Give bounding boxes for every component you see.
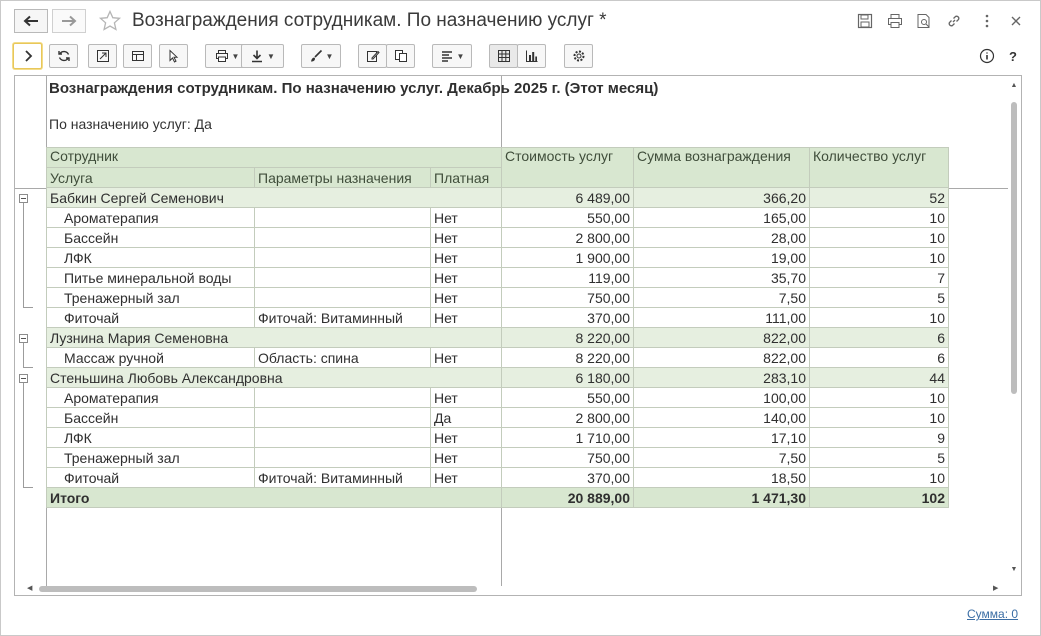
floppy-disk-icon[interactable] [857,13,873,29]
expand-window-icon [96,49,110,63]
service-qty: 5 [810,288,949,308]
service-cost: 550,00 [502,208,634,228]
group-qty: 52 [810,188,949,208]
service-cost: 1 900,00 [502,248,634,268]
service-reward: 100,00 [634,388,810,408]
group-row[interactable] [47,188,949,208]
service-row[interactable] [47,308,949,328]
table-icon [497,49,511,63]
bar-chart-icon [525,49,539,63]
service-params: Область: спина [255,348,431,368]
service-reward: 19,00 [634,248,810,268]
service-name: Ароматерапия [47,208,255,228]
chevron-right-icon [21,49,35,63]
service-qty: 10 [810,408,949,428]
service-qty: 10 [810,248,949,268]
horizontal-scrollbar-thumb[interactable] [39,586,477,592]
service-params [255,448,431,468]
service-reward: 28,00 [634,228,810,248]
group-reward: 822,00 [634,328,810,348]
total-row[interactable] [47,488,949,508]
star-icon[interactable] [98,9,122,33]
info-icon [979,48,995,64]
service-paid: Да [431,408,502,428]
vertical-scrollbar-thumb[interactable] [1011,102,1017,394]
service-paid: Нет [431,388,502,408]
group-outline-tick [23,367,33,368]
service-reward: 17,10 [634,428,810,448]
service-row[interactable] [47,228,949,248]
service-paid: Нет [431,268,502,288]
service-reward: 111,00 [634,308,810,328]
arrow-right-icon [61,15,77,27]
printer-icon[interactable] [887,13,903,29]
total-qty: 102 [810,488,949,508]
edit-icon [366,49,380,63]
service-name: Питье минеральной воды [47,268,255,288]
grouping-dropdown-button[interactable] [432,44,472,68]
service-row[interactable] [47,468,949,488]
service-cost: 750,00 [502,448,634,468]
service-name: ЛФК [47,428,255,448]
chevron-down-icon: ▼ [325,51,334,61]
group-outline-line [23,383,24,487]
service-params: Фиточай: Витаминный [255,468,431,488]
service-name: Фиточай [47,308,255,328]
service-qty: 10 [810,388,949,408]
service-name: Ароматерапия [47,388,255,408]
chart-view-button[interactable] [517,44,546,68]
refresh-button[interactable] [49,44,78,68]
service-reward: 165,00 [634,208,810,228]
service-qty: 5 [810,448,949,468]
service-cost: 370,00 [502,308,634,328]
service-params [255,288,431,308]
group-outline-line [23,343,24,367]
service-params [255,388,431,408]
copy-icon [394,49,408,63]
window-title: Вознаграждения сотрудникам. По назначению услуг * [132,10,607,31]
open-in-window-button[interactable] [88,44,117,68]
group-outline-tick [23,307,33,308]
service-row[interactable] [47,208,949,228]
service-row[interactable] [47,388,949,408]
service-reward: 140,00 [634,408,810,428]
service-reward: 7,50 [634,448,810,468]
report-table [46,147,949,508]
scroll-right-arrow[interactable]: ▶ [993,585,999,592]
column-header-cost: Стоимость услуг [502,148,634,188]
service-paid: Нет [431,288,502,308]
help-button[interactable] [1005,48,1021,64]
service-params [255,408,431,428]
collapse-group-toggle[interactable] [19,334,28,343]
service-params [255,248,431,268]
group-cost: 6 180,00 [502,368,634,388]
service-name: Фиточай [47,468,255,488]
service-params [255,208,431,228]
service-cost: 2 800,00 [502,408,634,428]
print-preview-icon[interactable] [916,13,932,29]
more-vertical-icon[interactable] [979,13,995,29]
employee-name: Лузнина Мария Семеновна [47,328,502,348]
service-row[interactable] [47,288,949,308]
collapse-group-toggle[interactable] [19,374,28,383]
scroll-down-arrow[interactable]: ▼ [1010,566,1018,573]
group-row[interactable] [47,328,949,348]
group-qty: 44 [810,368,949,388]
service-name: Бассейн [47,228,255,248]
refresh-icon [57,49,71,63]
service-name: Тренажерный зал [47,448,255,468]
question-mark-icon: ? [1009,48,1017,64]
service-reward: 35,70 [634,268,810,288]
gear-icon [572,49,586,63]
printer-icon [215,49,229,63]
group-reward: 283,10 [634,368,810,388]
service-cost: 370,00 [502,468,634,488]
report-settings-button[interactable] [123,44,152,68]
report-filter: По назначению услуг: Да [49,116,212,132]
chevron-down-icon: ▼ [267,51,275,61]
service-row[interactable] [47,428,949,448]
brush-icon [309,49,323,63]
settings-button[interactable] [564,44,593,68]
report-toolbar [1,41,1040,73]
column-header-service: Услуга [47,168,255,188]
table-view-button[interactable] [489,44,518,68]
service-name: Массаж ручной [47,348,255,368]
cursor-icon [167,49,181,63]
appearance-dropdown-button[interactable] [301,44,341,68]
service-name: ЛФК [47,248,255,268]
chevron-down-icon: ▼ [456,51,465,61]
service-qty: 7 [810,268,949,288]
service-paid: Нет [431,248,502,268]
service-row[interactable] [47,408,949,428]
column-header-params: Параметры назначения [255,168,431,188]
link-icon[interactable] [946,13,962,29]
service-paid: Нет [431,208,502,228]
service-row[interactable] [47,268,949,288]
group-qty: 6 [810,328,949,348]
service-qty: 9 [810,428,949,448]
title-bar [1,1,1040,41]
service-paid: Нет [431,348,502,368]
total-cost: 20 889,00 [502,488,634,508]
service-qty: 10 [810,208,949,228]
service-row[interactable] [47,248,949,268]
service-cost: 2 800,00 [502,228,634,248]
service-qty: 6 [810,348,949,368]
service-reward: 18,50 [634,468,810,488]
group-cost: 6 489,00 [502,188,634,208]
chevron-down-icon: ▼ [231,51,240,61]
selection-sum-link[interactable]: Сумма: 0 [967,607,1019,621]
column-header-paid: Платная [431,168,502,188]
column-header-employee: Сотрудник [47,148,502,168]
scroll-up-arrow[interactable]: ▲ [1010,82,1018,89]
service-cost: 1 710,00 [502,428,634,448]
service-paid: Нет [431,428,502,448]
copy-button[interactable] [386,44,415,68]
service-qty: 10 [810,468,949,488]
group-outline-line [23,203,24,307]
export-dropdown-button[interactable] [241,44,284,68]
group-outline-tick [23,487,33,488]
service-name: Тренажерный зал [47,288,255,308]
forward-button[interactable] [52,9,86,33]
table-settings-icon [131,49,145,63]
scroll-left-arrow[interactable]: ◀ [27,585,33,592]
report-spreadsheet[interactable] [14,75,1022,596]
total-reward: 1 471,30 [634,488,810,508]
group-cost: 8 220,00 [502,328,634,348]
select-cursor-button[interactable] [159,44,188,68]
service-paid: Нет [431,228,502,248]
align-icon [440,49,454,63]
service-params [255,268,431,288]
service-paid: Нет [431,448,502,468]
service-cost: 550,00 [502,388,634,408]
service-paid: Нет [431,308,502,328]
service-qty: 10 [810,308,949,328]
employee-name: Стеньшина Любовь Александровна [47,368,502,388]
report-title: Вознаграждения сотрудникам. По назначению услуг. Декабрь 2025 г. (Этот месяц) [49,80,659,97]
total-label: Итого [47,488,502,508]
service-qty: 10 [810,228,949,248]
service-row[interactable] [47,448,949,468]
service-cost: 119,00 [502,268,634,288]
service-params [255,428,431,448]
service-paid: Нет [431,468,502,488]
close-icon[interactable] [1008,13,1024,29]
service-cost: 750,00 [502,288,634,308]
show-settings-panel-button[interactable] [13,43,42,69]
group-reward: 366,20 [634,188,810,208]
column-header-qty: Количество услуг [810,148,949,188]
arrow-left-icon [23,15,39,27]
employee-name: Бабкин Сергей Семенович [47,188,502,208]
download-icon [250,49,264,63]
column-header-reward: Сумма вознаграждения [634,148,810,188]
info-button[interactable] [979,48,995,64]
service-params: Фиточай: Витаминный [255,308,431,328]
service-name: Бассейн [47,408,255,428]
back-button[interactable] [14,9,48,33]
service-cost: 8 220,00 [502,348,634,368]
service-reward: 7,50 [634,288,810,308]
group-row[interactable] [47,368,949,388]
service-params [255,228,431,248]
collapse-group-toggle[interactable] [19,194,28,203]
service-reward: 822,00 [634,348,810,368]
table-header-row [47,148,949,168]
edit-button[interactable] [358,44,387,68]
service-row[interactable] [47,348,949,368]
